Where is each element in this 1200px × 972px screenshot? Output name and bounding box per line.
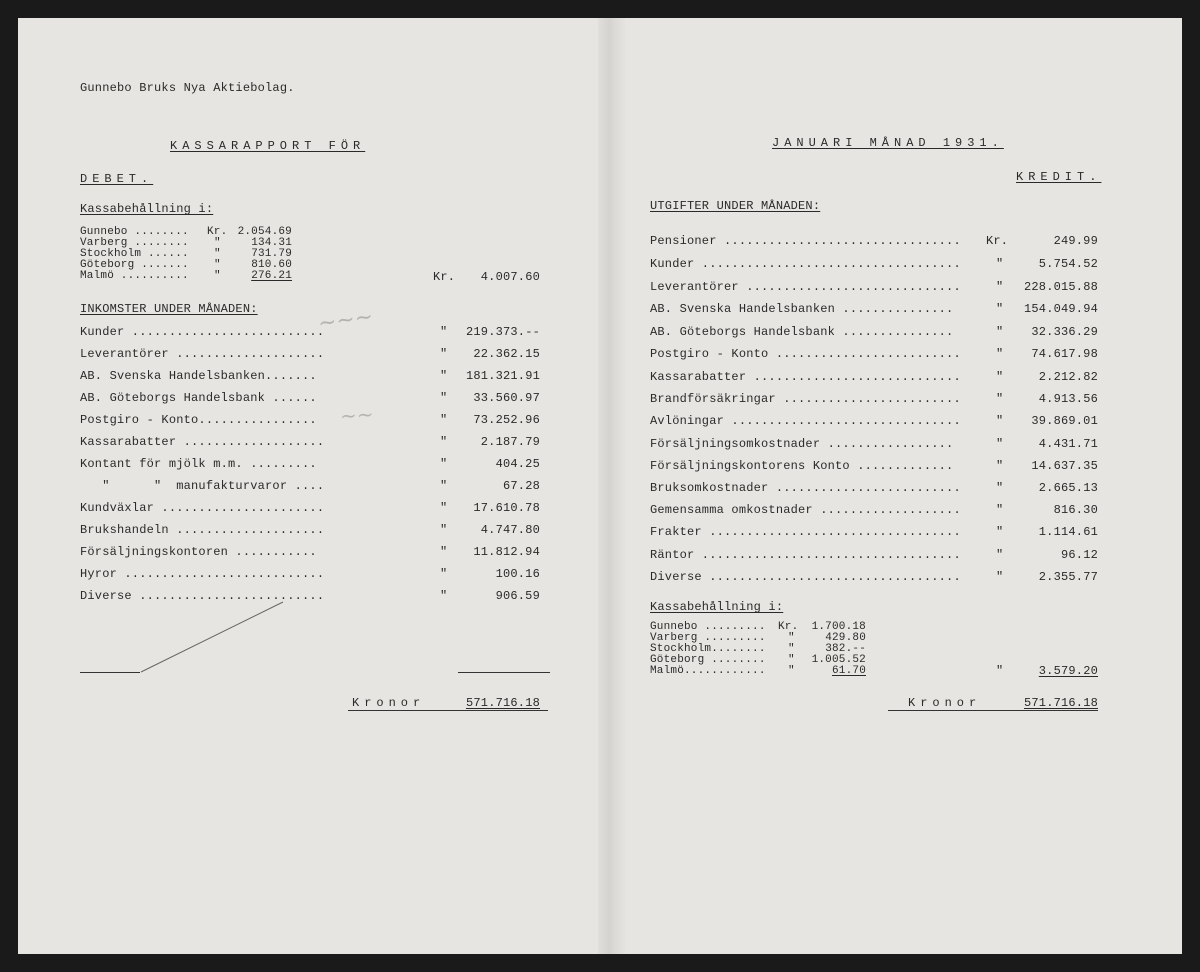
report-heading-right: JANUARI MÅNAD 1931. (772, 136, 1004, 150)
total-label-right: Kronor (908, 696, 982, 710)
total-amount-left: 571.716.18 (465, 696, 540, 710)
pencil-annotation-year: ~~ (339, 401, 375, 429)
total-rule-right (888, 710, 1098, 711)
opening-balance-heading: Kassabehållning i: (80, 202, 214, 216)
strike-line (18, 18, 598, 954)
closing-balance-heading: Kassabehållning i: (650, 600, 784, 614)
income-heading: INKOMSTER UNDER MÅNADEN: (80, 302, 258, 316)
page-fold (598, 18, 626, 954)
pencil-annotation: ~~~ (316, 304, 375, 337)
closing-total-amount: 3.579.20 (1038, 664, 1098, 678)
total-rule-left (348, 710, 548, 711)
company-name: Gunnebo Bruks Nya Aktiebolag. (80, 81, 295, 95)
expense-heading: UTGIFTER UNDER MÅNADEN: (650, 199, 821, 213)
closing-total-mark: " (996, 664, 1004, 678)
debet-page: ~~~ ~~ Gunnebo Bruks Nya Aktiebolag. KASSARAPPORT FÖR DEBET. Kassabehållning i: Gunnebo ........ Kr. 2.054.69 Varberg ........ " 134.31 Stockholm ...... " 731.79 Göteborg ....... " 810.60 Malmö .......... " 276.21 Kr. 4.007.60 INKOMSTER UNDER MÅNADEN: Kunder .......................... " 219.373.-- Leverantörer .................... " 22.362.15 AB. Svenska Handelsbanken....... " 181.321.91 AB. Göteborgs Handelsbank ...... " 33.560.97 Postgiro - Konto................ " 73.252.96 Kassarabatter ................... " 2.187.79 Kontant för mjölk m.m. ......... " 404.25 " " manufakturvaror .... " 67.28 Kundväxlar ...................... " 17.610.78 Brukshandeln .................... " 4.747.80 Försäljningskontoren ........... " 11.812.94 Hyror ........................... " 100.16 Diverse ......................... " 906.59 Kronor 571.716.18 (18, 18, 598, 954)
debet-label: DEBET. (80, 172, 154, 186)
document-spread (18, 18, 1182, 954)
left-rule (80, 672, 140, 673)
kredit-page: JANUARI MÅNAD 1931. KREDIT. UTGIFTER UNDER MÅNADEN: Pensioner ................................ Kr. 249.99 Kunder ................................... " 5.754.52 Leverantörer ............................. " 228.015.88 AB. Svenska Handelsbanken ............... " 154.049.94 AB. Göteborgs Handelsbank ............... " 32.336.29 Postgiro - Konto ......................... " 74.617.98 Kassarabatter ............................ " 2.212.82 Brandförsäkringar ........................ " 4.913.56 Avlöningar ............................... " 39.869.01 Försäljningsomkostnader ................. " 4.431.71 Försäljningskontorens Konto ............. " 14.637.35 Bruksomkostnader ......................... " 2.665.13 Gemensamma omkostnader ................... " 816.30 Frakter .................................. " 1.114.61 Räntor ................................... " 96.12 Diverse .................................. " 2.355.77 Kassabehållning i: Gunnebo ......... Kr. 1.700.18 Varberg ......... " 429.80 Stockholm........ " 382.-- Göteborg ........ " 1.005.52 Malmö............ " 61.70 " 3.579.20 Kronor 571.716.18 (650, 136, 1102, 710)
total-amount-right: 571.716.18 (1023, 696, 1098, 710)
sum-rule (458, 672, 550, 673)
opening-total-amount: 4.007.60 (480, 270, 540, 284)
opening-total-mark: Kr. (433, 270, 456, 284)
kredit-label: KREDIT. (1016, 170, 1102, 184)
total-label-left: Kronor (352, 696, 426, 710)
report-heading-left: KASSARAPPORT FÖR (170, 139, 366, 153)
